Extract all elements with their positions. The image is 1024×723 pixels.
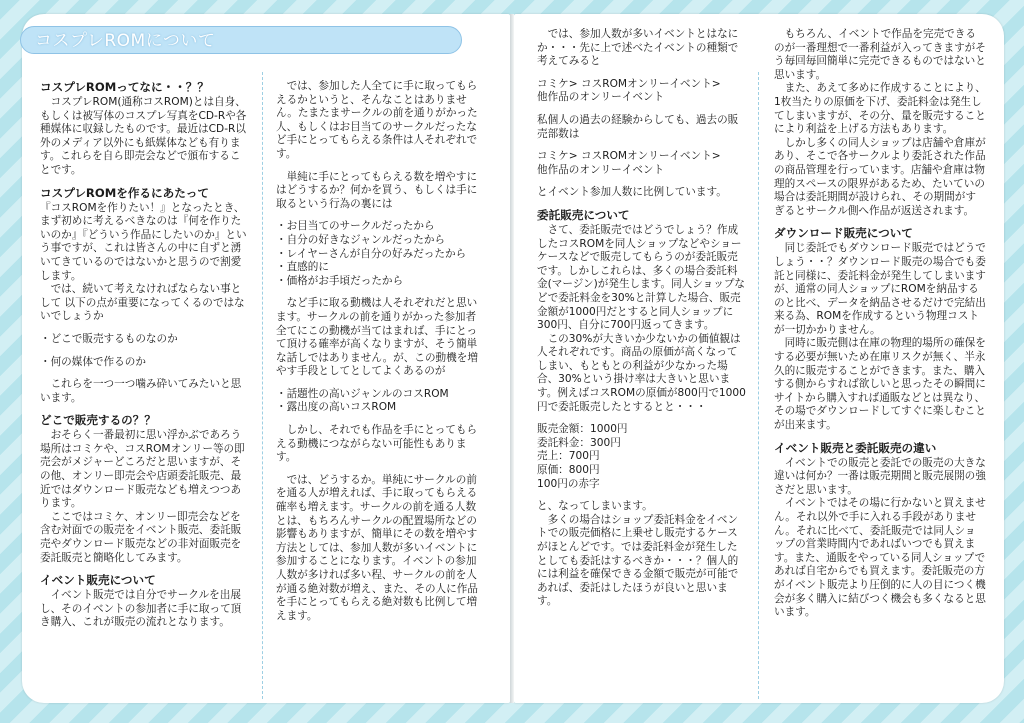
paragraph: これらを一つ一つ噛み砕いてみたいと思います。 [40, 378, 242, 404]
paragraph: と、なってしまいます。 多くの場合はショップ委託料金をイベントでの販売価格に上乗せし販売するケースがほとんどです。では委託料金が発生したとしても委託はするべきか・・・？個人的には利益を確保できる金額で販売が可能であれば、委託はしたほうが良いと思います。 [537, 500, 739, 608]
heading-where-to-sell: どこで販売するの？？ [40, 413, 156, 428]
list-item: ・何の媒体で作るのか [40, 355, 146, 368]
paragraph: 『コスROMを作りたい！』となったとき、まず初めに考えるべきなのは『何を作りたいのか』『どういう作品にしたいのか』という事ですが、これは皆さんの中に自ずと湧いてきているのではないかと思うので割愛します。 では、続いて考えなければならない事として 以下の点が重要になってくるのではないでしょうか [40, 201, 247, 323]
column-2 [276, 80, 486, 700]
paragraph: おそらく一番最初に思い浮かぶであろう場所はコミケや、コスROMオンリー等の即売会がメジャーどころだと思いますが、その他、オンリー即売会や店頭委託販売、最近ではダウンロード販売なども増えつつあります。 ここではコミケ、オンリー即売会などを含む対面での販売をイベント販売、委託販売やダウンロード販売などの非対面販売を委託販売と簡略化してみます。 [40, 429, 245, 564]
heading-consignment-sales: 委託販売について [537, 207, 630, 222]
section-title: コスプレROMについて [20, 26, 462, 54]
paragraph: 単純に手にとってもらえる数を増やすにはどうするか？何かを買う、もしくは手に取るという行為の裏には [276, 170, 478, 210]
paragraph: 私個人の過去の経験からしても、過去の販売部数は [537, 113, 739, 140]
cost-breakdown-list: 販売金額：1000円 委託料金：300円 売上：700円 原価：800円 100円の赤字 [537, 423, 628, 490]
heading-making-cosrom: コスプレROMを作るにあたって [40, 185, 209, 200]
heading-what-is-cosrom: コスプレROMってなに・・？？ [40, 80, 209, 94]
column-4 [774, 28, 986, 700]
paragraph: では、参加人数が多いイベントとはなにか・・・先に上で述べたイベントの種類で考えてみると [537, 28, 739, 68]
motive-list: ・話題性の高いジャンルのコスROM ・露出度の高いコスROM [276, 387, 449, 414]
paragraph: 同じ委託でもダウンロード販売ではどうでしょう・・？ダウンロード販売の場合でも委託と同様に、委託料金が発生してしまいますが、通常の同人ショップにROMを納品するのと比べ、データを納品させるだけで完結出来る為、ROMを作成するという物理コストが一切かかりません。 同時に販売側は在庫の物理的場所の確保をする必要が無いため在庫リスクが無く、半永久的に販売することができます。また、購入する側からすれば欲しいと思ったその瞬間にサイトから購入すれば通販などとは異なり、その場でダウンロードしてすぐに楽しむことが出来ます。 [774, 242, 986, 432]
reasons-list: ・お目当てのサークルだったから ・自分の好きなジャンルだったから ・レイヤーさんが自分の好みだったから ・直感的に ・価格がお手頃だったから [276, 220, 467, 287]
paragraph: イベントでの販売と委託での販売の大きな違いは何か？一番は販売期間と販売展開の強さだと思います。 イベントではその場に行かないと買えません。それ以外で手に入れる手段がありません。それに比べて、委託販売では同人ショップの営業時間内であればいつでも買えます。また、通販をやっている同人ショップであれば自宅からでも買えます。委託販売の方がイベント販売より圧倒的に人の目につく機会が多く購入に結びつく機会も多くなると思います。 [774, 456, 986, 619]
heading-event-vs-consignment: イベント販売と委託販売の違い [774, 440, 937, 455]
book-gutter [510, 14, 514, 703]
column-divider [262, 72, 263, 699]
paragraph: もちろん、イベントで作品を完売できるのが一番理想で一番利益が入ってきますがそう毎回毎回簡単に完売できるものではないと思います。 また、あえて多めに作成することにより、1枚当たりの原価を下げ、委託料金は発生してしまいますが、その分、量を販売することにより利益を上げる方法もあります。 しかし多くの同人ショップは店舗や倉庫があり、そこで各サークルより委託された作品の商品管理を行っています。店舗や倉庫は物理的スペースの限界があるため、たいていの場合は委託期間が設けられ、その期間がすぎるとサークル側へ作品が返送されます。 [774, 28, 986, 217]
heading-event-sales: イベント販売について [40, 573, 156, 588]
sales-ranking: コミケ> コスROMオンリーイベント> 他作品のオンリーイベント [537, 150, 721, 176]
paragraph: では、どうするか。単純にサークルの前を通る人が増えれば、手に取ってもらえる確率も増えます。サークルの前を通る人数とは、もちろんサークルの配置場所などの影響もありますが、簡単にその数を増やす方法としては、参加人数が多いイベントに参加することになります。イベントの参加人数が多ければ多い程、サークルの前を人が通る絶対数が増え、また、その人に作品を手にとってもらえる絶対数も比例して増えます。 [276, 473, 478, 622]
column-divider [758, 72, 759, 699]
paragraph: など手に取る動機は人それぞれだと思います。サークルの前を通りがかった参加者全てにこの動機が当てはまれば、手にとって頂ける確率が高くなりますが、そう簡単な話しではありません。が、この動機を増やす手段としてとしてよくあるのが [276, 297, 478, 378]
paragraph: イベント販売では自分でサークルを出展し、そのイベントの参加者に手に取って頂き購入、これが販売の流れとなります。 [40, 589, 242, 629]
column-3 [537, 28, 747, 700]
paragraph: さて、委託販売ではどうでしょう？作成したコスROMを同人ショップなどやショーケースなどで販売してもらうのが委託販売です。しかしこれらは、多くの場合委託料金(マージン)が発生します。同人ショップなどで委託料金を30%と計算した場合、販売金額が1000円だとすると同人ショップに300円、自分に700円返ってきます。 この30%が大きいか少ないかの価値観は人それぞれです。商品の原価が高くなってしまい、もともとの利益が少なかった場合、30%という掛け率は大きいと思います。例えばコスROMの原価が800円で1000円で委託販売したとするとと・・・ [537, 223, 746, 413]
heading-download-sales: ダウンロード販売について [774, 226, 913, 241]
paragraph: では、参加した人全てに手に取ってもらえるかというと、そんなことはありません。たまたまサークルの前を通りがかった人、もしくはお目当てのサークルだったなど手にとってもらえる条件は人それぞれです。 [276, 80, 478, 160]
column-1 [40, 80, 250, 700]
paragraph: とイベント参加人数に比例しています。 [537, 186, 727, 199]
event-ranking: コミケ> コスROMオンリーイベント> 他作品のオンリーイベント [537, 77, 721, 104]
paragraph: しかし、それでも作品を手にとってもらえる動機につながらない可能性もあります。 [276, 424, 478, 464]
paragraph: コスプレROM(通称コスROM)とは自身、もしくは被写体のコスプレ写真をCD-Rや各種媒体に収録したものです。最近はCD-R以外のメディア以外にも紙媒体なども有ります。これらを自ら即売会などで頒布することです。 [40, 96, 247, 176]
list-item: ・どこで販売するものなのか [40, 332, 178, 345]
